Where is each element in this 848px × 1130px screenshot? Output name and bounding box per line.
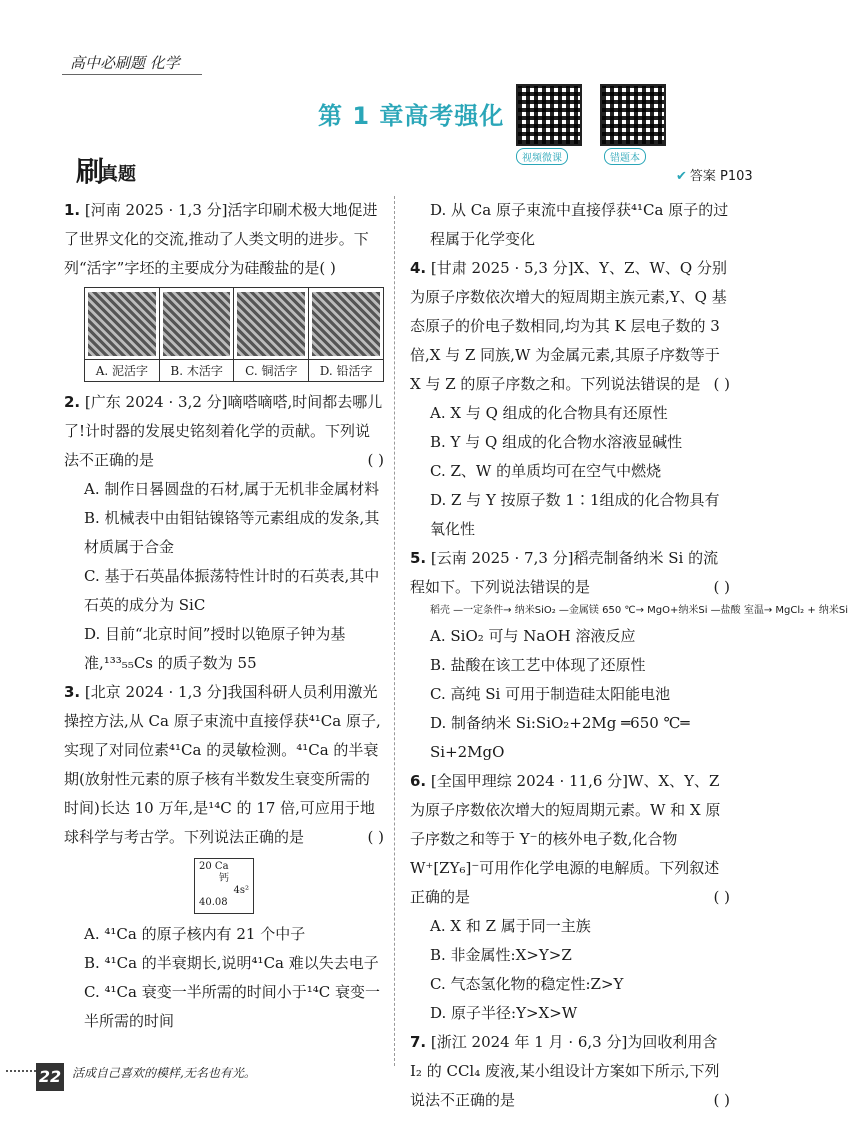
option-a[interactable]: A. X 与 Q 组成的化合物具有还原性 (430, 404, 668, 422)
question-number: 4. (410, 259, 427, 277)
image-clay-type (85, 288, 160, 360)
answer-blank[interactable]: ( ) (713, 888, 730, 906)
option-a[interactable]: A. ⁴¹Ca 的原子核内有 21 个中子 (84, 925, 306, 943)
option-a[interactable]: A. 泥活字 (85, 360, 160, 382)
image-wood-type (159, 288, 234, 360)
question-stem: [浙江 2024 年 1 月 · 6,3 分]为回收利用含 I₂ 的 CCl₄ 废液,某小组设计方案如下所示,下列说法不正确的是 (410, 1033, 720, 1109)
section-title: 真题 (100, 164, 136, 185)
atomic-mass: 40.08 (199, 897, 228, 908)
header-rule (62, 74, 202, 75)
option-c[interactable]: C. 铜活字 (234, 360, 309, 382)
qr-code-wrong[interactable] (600, 84, 666, 146)
question-1 (64, 196, 384, 283)
option-b[interactable]: B. Y 与 Q 组成的化合物水溶液显碱性 (430, 433, 683, 451)
atomic-number: 20 (199, 861, 212, 872)
question-stem: [北京 2024 · 1,3 分]我国科研人员利用激光操控方法,从 Ca 原子束流中直接俘获⁴¹Ca 原子,实现了对同位素⁴¹Ca 的灵敏检测。⁴¹Ca 的半衰期(放射性元素的原子核有半数发生衰变所需的时间)长达 10 万年,是¹⁴C 的 17 倍,可应用于地球科学与考古学。下列说法正确的是 (64, 683, 381, 846)
question-4 (410, 254, 730, 399)
option-b[interactable]: B. 盐酸在该工艺中体现了还原性 (430, 656, 646, 674)
option-c[interactable]: C. ⁴¹Ca 衰变一半所需的时间小于¹⁴C 衰变一半所需的时间 (84, 983, 380, 1030)
question-number: 1. (64, 201, 81, 219)
answer-blank[interactable]: ( ) (367, 451, 384, 469)
qr-label-wrong: 错题本 (604, 148, 646, 165)
option-d[interactable]: D. 从 Ca 原子束流中直接俘获⁴¹Ca 原子的过程属于化学变化 (430, 201, 729, 248)
question-stem: [河南 2025 · 1,3 分]活字印刷术极大地促进了世界文化的交流,推动了人类文明的进步。下列“活字”字坯的主要成分为硅酸盐的是( ) (64, 201, 378, 277)
question-6 (410, 767, 730, 912)
electron-config: 4s² (233, 885, 249, 896)
question-7 (410, 1028, 730, 1115)
option-d[interactable]: D. 原子半径:Y>X>W (430, 1004, 578, 1022)
question-3 (64, 678, 384, 852)
question-number: 5. (410, 549, 427, 567)
question-number: 3. (64, 683, 81, 701)
question-number: 2. (64, 393, 81, 411)
answer-blank[interactable]: ( ) (367, 828, 384, 846)
series-title: 高中必刷题 化学 (70, 54, 180, 72)
answer-blank[interactable]: ( ) (713, 375, 730, 393)
option-b[interactable]: B. 非金属性:X>Y>Z (430, 946, 572, 964)
option-b[interactable]: B. 机械表中由钼钴镍铬等元素组成的发条,其材质属于合金 (84, 509, 380, 556)
option-b[interactable]: B. ⁴¹Ca 的半衰期长,说明⁴¹Ca 难以失去电子 (84, 954, 379, 972)
check-icon: ✔ (676, 169, 687, 184)
question-5 (410, 544, 730, 602)
option-d[interactable]: D. 制备纳米 Si:SiO₂+2Mg ═650 ℃═ Si+2MgO (430, 714, 690, 761)
option-b[interactable]: B. 木活字 (159, 360, 234, 382)
image-copper-type (234, 288, 309, 360)
qr-label-video: 视频微课 (516, 148, 568, 165)
question-stem: [云南 2025 · 7,3 分]稻壳制备纳米 Si 的流程如下。下列说法错误的是 (410, 549, 719, 596)
answer-reference (676, 165, 753, 184)
calcium-element-card (194, 858, 254, 914)
brand-mark: 刷 (76, 155, 105, 188)
option-d[interactable]: D. 目前“北京时间”授时以铯原子钟为基准,¹³³₅₅Cs 的质子数为 55 (84, 625, 346, 672)
option-c[interactable]: C. 高纯 Si 可用于制造硅太阳能电池 (430, 685, 671, 703)
element-symbol: Ca (214, 861, 229, 872)
option-c[interactable]: C. Z、W 的单质均可在空气中燃烧 (430, 462, 662, 480)
question-stem: [广东 2024 · 3,2 分]嘀嗒嘀嗒,时间都去哪儿了!计时器的发展史铭刻着化学的贡献。下列说法不正确的是 (64, 393, 383, 469)
option-a[interactable]: A. X 和 Z 属于同一主族 (430, 917, 591, 935)
footer-dots (6, 1070, 36, 1072)
qr-code-video[interactable] (516, 84, 582, 146)
process-flow: 稻壳 —一定条件→ 纳米SiO₂ —金属镁 650 ℃→ MgO+纳米Si —盐酸 室温→ MgCl₂ + 纳米Si (430, 605, 848, 616)
image-lead-type (309, 288, 384, 360)
page-number: 22 (36, 1063, 64, 1091)
element-name: 钙 (219, 873, 229, 884)
left-column (64, 196, 384, 1036)
chapter-title: 第 1 章高考强化 (318, 102, 505, 130)
right-column (410, 196, 848, 1115)
answer-blank[interactable]: ( ) (713, 1091, 730, 1109)
option-d[interactable]: D. Z 与 Y 按原子数 1∶1组成的化合物具有氧化性 (430, 491, 720, 538)
question-number: 7. (410, 1033, 427, 1051)
option-d[interactable]: D. 铅活字 (309, 360, 384, 382)
option-c[interactable]: C. 气态氢化物的稳定性:Z>Y (430, 975, 624, 993)
footer-motto: 活成自己喜欢的模样,无名也有光。 (72, 1066, 256, 1080)
option-a[interactable]: A. SiO₂ 可与 NaOH 溶液反应 (430, 627, 636, 645)
question-stem: [全国甲理综 2024 · 11,6 分]W、X、Y、Z 为原子序数依次增大的短周期元素。W 和 X 原子序数之和等于 Y⁻的核外电子数,化合物 W⁺[ZY₆]⁻可用作化学电源的电解质。下列叙述正确的是 (410, 772, 721, 906)
option-a[interactable]: A. 制作日晷圆盘的石材,属于无机非金属材料 (84, 480, 380, 498)
option-c[interactable]: C. 基于石英晶体振荡特性计时的石英表,其中石英的成分为 SiC (84, 567, 380, 614)
column-divider (394, 196, 395, 1066)
question-2 (64, 388, 384, 475)
question-number: 6. (410, 772, 427, 790)
answer-blank[interactable]: ( ) (713, 578, 730, 596)
answer-reference-label: 答案 P103 (689, 169, 753, 184)
type-images (84, 287, 384, 382)
question-stem: [甘肃 2025 · 5,3 分]X、Y、Z、W、Q 分别为原子序数依次增大的短周期主族元素,Y、Q 基态原子的价电子数相同,均为其 K 层电子数的 3 倍,X 与 Z 同族,W 为金属元素,其原子序数等于 X 与 Z 的原子序数之和。下列说法错误的是 (410, 259, 727, 393)
